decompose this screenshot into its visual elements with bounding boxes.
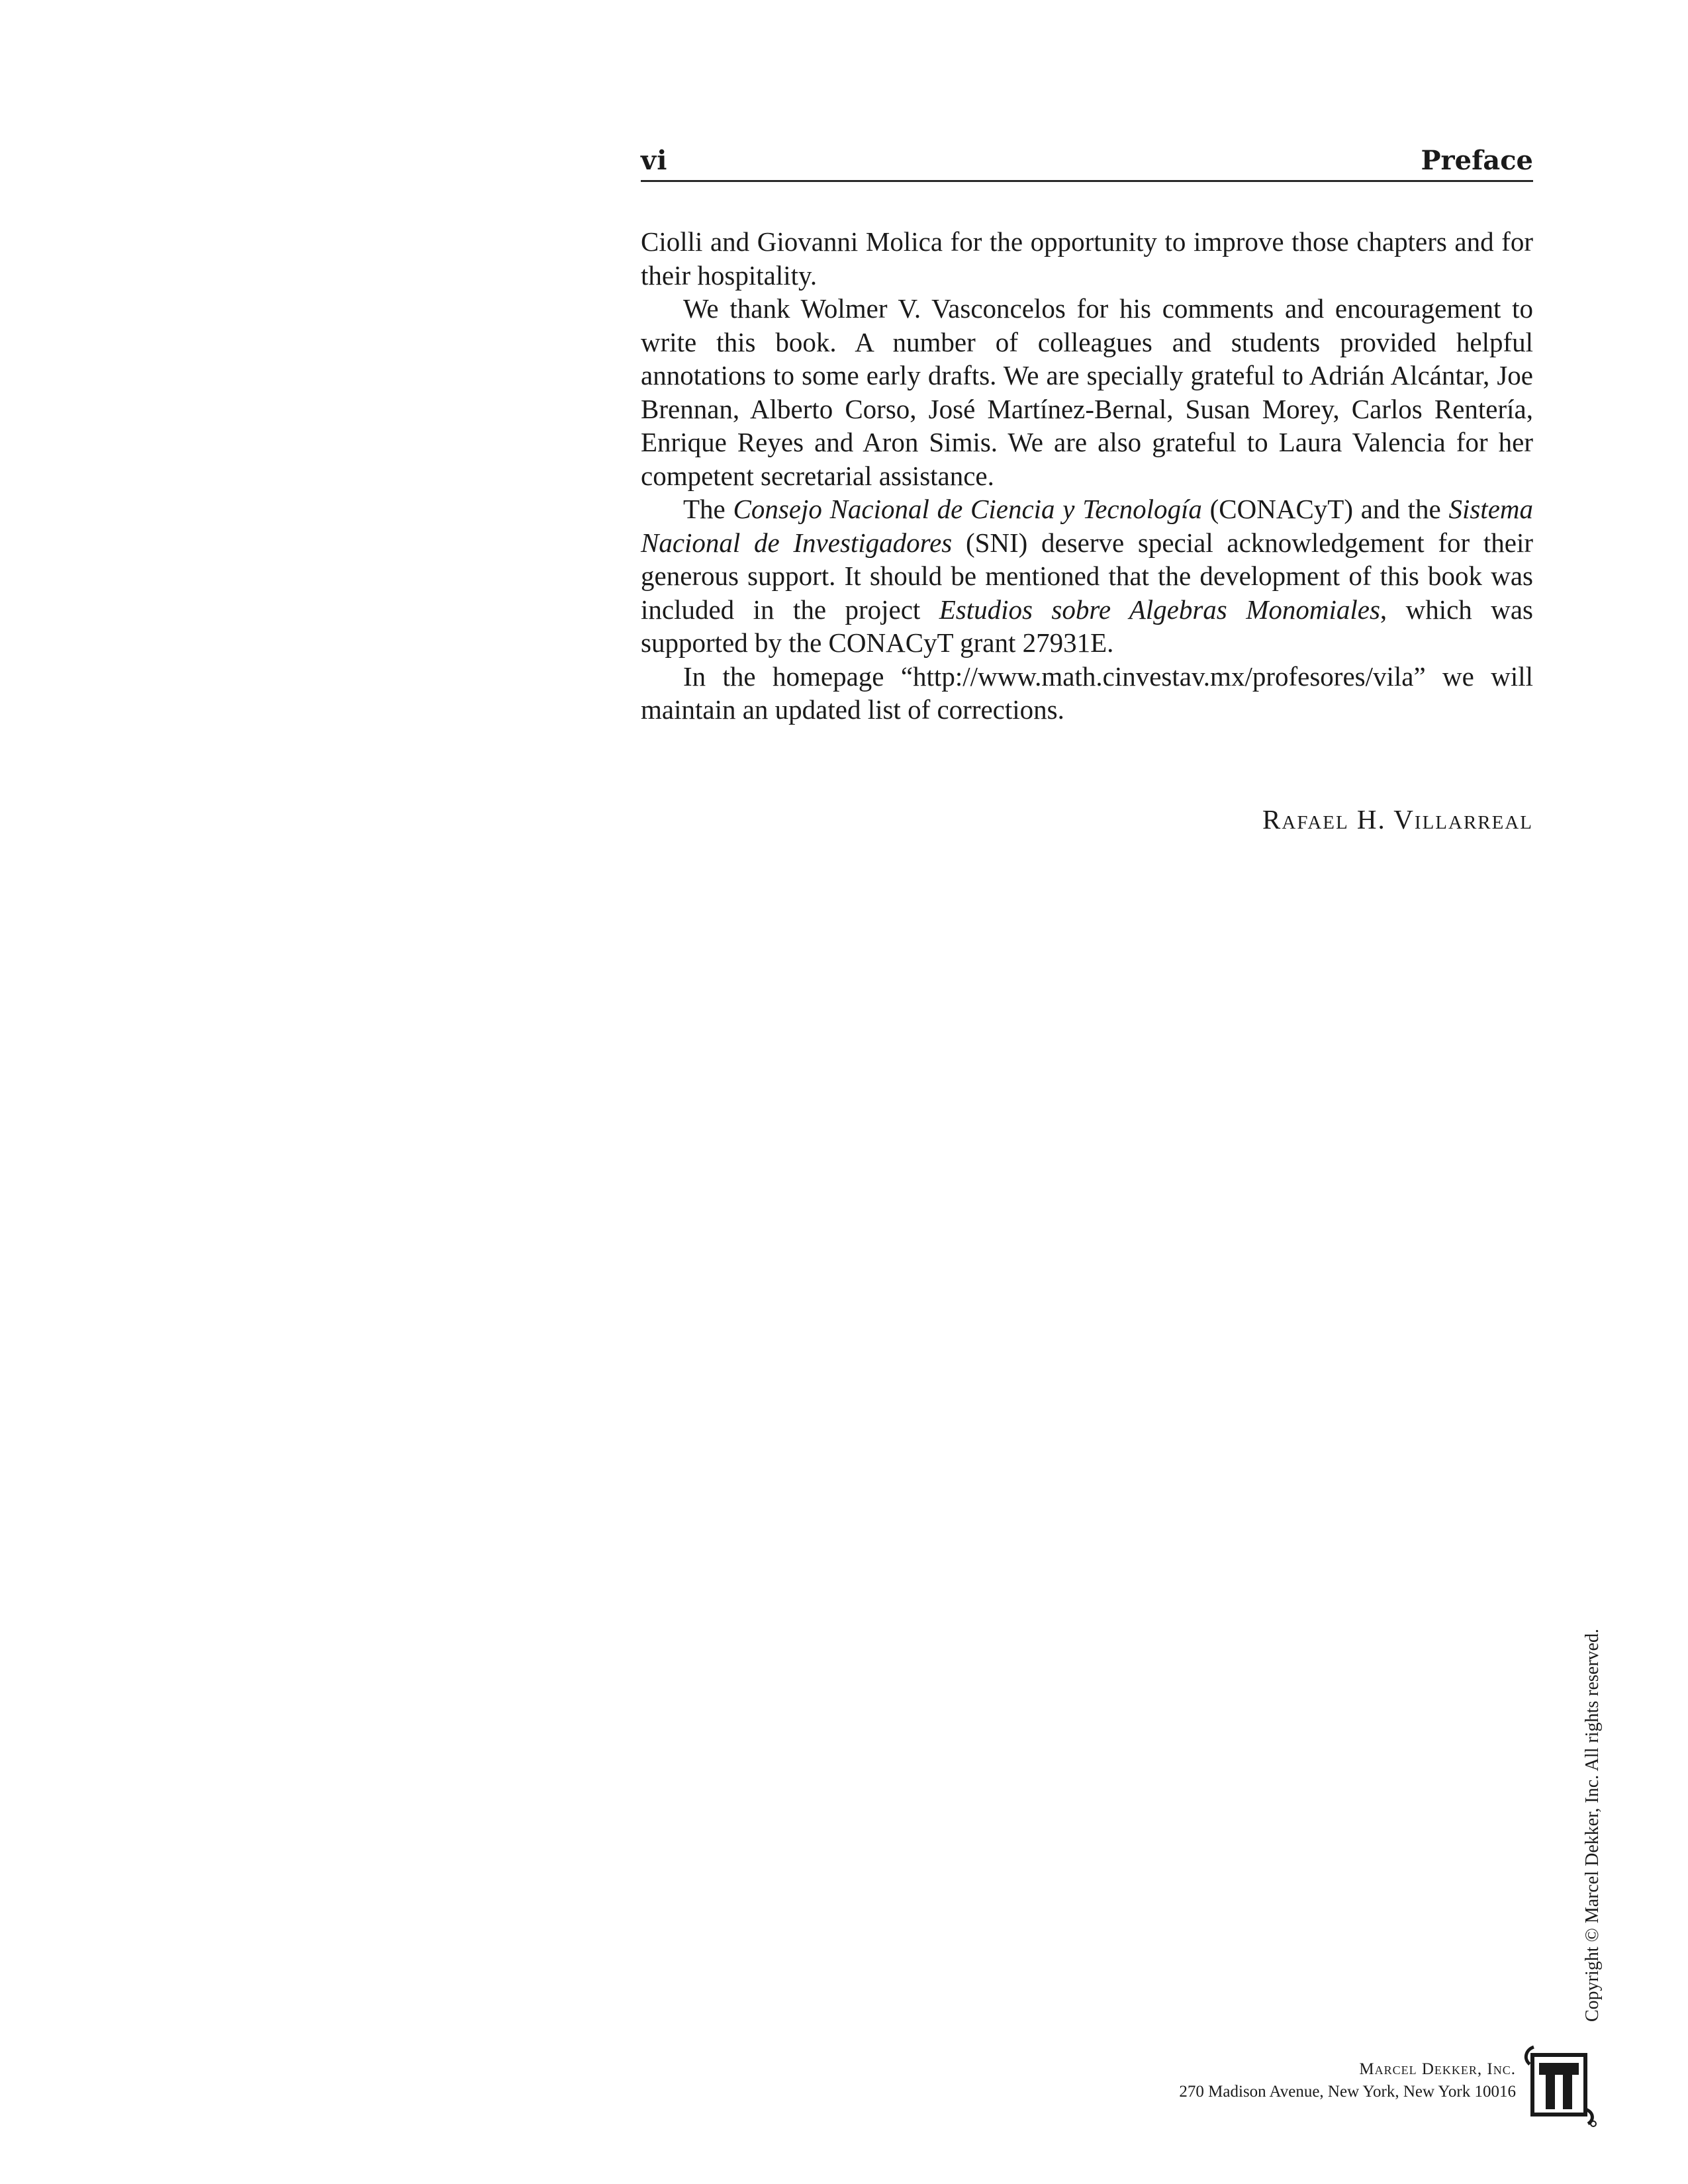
publisher-logo-icon [1519,2035,1599,2128]
paragraph [641,660,1533,727]
text-run: (SNI) deserve special acknowledgement for their generous support. It should be mentioned that the development of this book was included in the project [641,527,1533,625]
paragraph [641,492,1533,660]
text-run: , which was supported by the CONACyT grant 27931E. [641,594,1533,658]
italic-phrase: Estudios sobre Algebras Monomiales [939,594,1380,625]
preface-body [641,225,1533,727]
text-run: In the homepage “http://www.math.cinvestav.mx/profesores/vila” we will maintain an updated list of corrections. [641,660,1533,725]
page-header [641,140,1533,182]
text-run: The [683,494,733,524]
copyright-notice: Copyright © Marcel Dekker, Inc. All rights reserved. [1582,1629,1603,2022]
text-run: (CONACyT) and the [1201,494,1449,524]
italic-phrase: Sistema Nacional de Investigadores [641,494,1533,558]
italic-phrase: Consejo Nacional de Ciencia y Tecnología [733,494,1202,524]
page-number: vi [641,145,668,176]
publisher-imprint [1026,2058,1516,2103]
author-signature: Rafael H. Villarreal [1262,804,1533,835]
publisher-address: 270 Madison Avenue, New York, New York 10016 [1179,2083,1516,2101]
text-run: Ciolli and Giovanni Molica for the opportunity to improve those chapters and for their hospitality. [641,226,1533,291]
running-head: Preface [1421,145,1533,176]
paragraph [641,225,1533,292]
publisher-name: Marcel Dekker, Inc. [1359,2060,1516,2078]
paragraph [641,292,1533,492]
text-run: We thank Wolmer V. Vasconcelos for his comments and encouragement to write this book. A number of colleagues and students provided helpful annotations to some early drafts. We are specially grateful to Adrián Alcántar, Joe Brennan, Alberto Corso, José Martínez-Bernal, Susan Morey, Carlos Rentería, Enrique Reyes and Aron Simis. We are also grateful to Laura Valencia for her competent secretarial assistance. [641,293,1533,491]
